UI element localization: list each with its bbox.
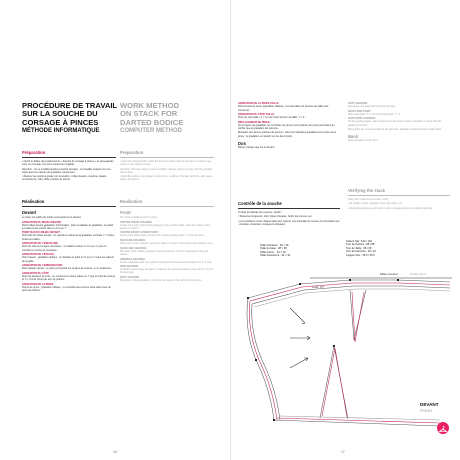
step-label: GRADATION DE LA PINCE TAILLE: [238, 102, 279, 106]
measurement-line: Stature Std : 164 / 164: [346, 240, 372, 243]
paragraph: • Les évolutions entre chaque taille pour repérer une anomalie de mesure ou d'évolution (ex : évolution, distorsion, longueurs d'épaule).: [238, 219, 340, 226]
right-col-en: [348, 101, 450, 144]
paragraph: Using the measurement chart, verify:: [348, 198, 389, 201]
chapter-badge: [437, 422, 449, 434]
measurement-line: Taille Intérieure : 36 = 36: [260, 244, 289, 247]
section-rule: [22, 157, 116, 158]
measurement-line: Taille de base : 38 = 38: [260, 247, 287, 251]
subtitle-en: COMPUTER METHOD: [120, 128, 182, 135]
step-label: GRADATION DE LA PINCE: [22, 282, 54, 286]
step-text: Dart sides: the waist dart intervals are kept.: [348, 105, 396, 109]
section-rule: [348, 195, 450, 196]
title-fr-line: PROCÉDURE DE TRAVAIL: [22, 101, 118, 110]
step-label: DART GRADING: [348, 102, 368, 106]
page-number-right: 17: [341, 450, 345, 454]
paragraph: • Repérer les points à grader sur la souche : milieu devant, encolure, épaule, emmanchure, côté, taille, pointes de pinces.: [22, 175, 107, 182]
step-label: DÉPLACEMENT DE PINCE: [238, 120, 270, 124]
section-rule: [238, 208, 340, 209]
step-label: GRADATION DE L'ÉPAULE: [22, 253, 54, 257]
paragraph: Le tracé est établi par points successifs sur le devant.: [22, 216, 82, 219]
step-text: Point épaule carrure : le point est reporté sur la ligne de carrure, en X seulement.: [22, 267, 112, 271]
step-label: WAIST SIDE POINT: [348, 109, 371, 113]
step-text: Point de côté sur la ligne d'encolure : on saisit la valeur en X et en Y, puis on contrôle la courbe de l'encolure.: [22, 245, 107, 252]
subsection-heading: Back: [348, 134, 359, 140]
section-heading: Realisation: [120, 199, 143, 204]
paragraph: Attention: the base stack is never modified; always work on a copy with the grading values kept.: [120, 167, 212, 174]
step-text: Underarm point: keep the same Y value as the across-shoulder point, and X = 1/4 of the bust gap.: [120, 268, 214, 275]
section-heading: Préparation: [22, 150, 46, 155]
subsection-heading: Devant: [22, 210, 36, 215]
label-devant: DEVANT: [420, 402, 439, 407]
step-text: Point de côté taille : X = 1/4 de l'écart de tour de taille, Y = 0.: [238, 116, 305, 120]
step-text: Side waist point: X = 1/4 of the waist gap, Y = 0.: [348, 112, 401, 116]
step-text: Pointe de pince : gradation oblique ; on contrôle que la pince reste dans l'axe du point de poitrine.: [22, 285, 111, 292]
hanger-icon: [437, 423, 449, 435]
step-label: GRADATION DU MILIEU DEVANT: [22, 220, 62, 224]
step-text: Shoulder point: oblique grading; move the point in X and Y according to the grid values.: [120, 249, 208, 256]
step-text: On the grading figure, dart controls and dart points make it possible to check that the grading is correct.: [348, 120, 442, 127]
title-en-line: ON STACK FOR: [120, 109, 178, 119]
right-col-fr: [238, 101, 340, 150]
measurement-line: Tour de Taille : 68 / 68: [346, 246, 372, 250]
title-en-line: WORK METHOD: [120, 101, 180, 110]
title-fr: [22, 102, 122, 136]
step-text: Point de dessous de bras : on conserve la même valeur en Y que le point de carrure, et X = 1/4 de l'écart de tour de poitrine.: [22, 274, 116, 282]
label-front: FRONT: [420, 409, 433, 413]
step-text: Élévation des pinces (pointes de pinces) : elles sont décalées parallèlement à l'axe de la pince ; la gradation se répartit sur les deux bords.: [238, 131, 336, 138]
real-en-section: [120, 199, 214, 283]
section-rule: [120, 157, 214, 158]
title-fr-line: CORSAGE À PINCES: [22, 117, 99, 127]
measurement-line: Taille Interm. : 40 = 40: [260, 250, 286, 254]
right-page: [230, 0, 460, 460]
paragraph: • Toutes les longueurs, côté, lignes d'épaule, bords des pinces, etc.: [238, 215, 313, 219]
step-label: SIDE GRADING: [120, 265, 139, 269]
paragraph: • Evolutions between each size to spot a measurement or evolution anomaly.: [348, 206, 434, 210]
title-en-line: DARTED BODICE: [120, 117, 184, 127]
paragraph: Same principle as the front.: [348, 139, 379, 143]
measurements-body: [346, 240, 426, 257]
prep-en-section: [120, 150, 214, 183]
graded-bodice-diagram: [230, 268, 460, 438]
subtitle-fr: MÉTHODE INFORMATIQUE: [22, 128, 100, 135]
step-text: Point épaule : gradation oblique ; on déplace le point en X et en Y selon les valeurs de la grille.: [22, 256, 114, 263]
section-rule: [120, 206, 214, 207]
step-label: SHOULDER GRADING: [120, 246, 147, 250]
step-label: GRADATION DU CÔTÉ TAILLE: [238, 113, 275, 117]
verifying-section: [348, 188, 450, 211]
step-label: CENTRE FRONT LOWER POINT: [120, 231, 158, 235]
paragraph: • Open the darted bodice stack file from the pattern library and save it under a new name so the original is kept.: [120, 160, 212, 167]
step-label: POINT BAS DU MILIEU DEVANT: [22, 231, 60, 235]
prep-fr-section: [22, 150, 116, 183]
step-text: Dart point: oblique grading; check the dart stays in line with the bust point.: [120, 279, 202, 283]
step-label: DART GRADING: [120, 276, 140, 280]
title-fr-line: SUR LA SOUCHE DU: [22, 109, 98, 119]
measurement-line: Tour de Hanches : 94 / 94: [346, 250, 376, 254]
label-centre-front: Centre front: [410, 272, 426, 276]
subsection-heading: Dos: [238, 140, 246, 146]
step-label: GRADATION DU CÔTÉ: [22, 271, 49, 275]
step-text: Side point on the neckline: enter the value in X and Y, then check the neckline curve.: [120, 242, 214, 246]
paragraph: • All lengths, sides, shoulder lines, dart sides, etc.: [348, 202, 403, 206]
step-label: CENTRE FRONT GRADING: [120, 220, 153, 224]
paragraph: Attention : on ne modifie jamais la souche de base ; on travaille toujours sur une copie avec les valeurs de gradation conservées.: [22, 167, 111, 174]
section-heading: Réalisation: [22, 199, 45, 204]
paragraph: Même principe que sur le devant.: [238, 145, 275, 149]
step-text: Point bas du milieu devant : on reporte la valeur de la gradation verticale Y = 0 pour toutes les tailles.: [22, 234, 115, 241]
measurement-line: Taille Supérieure : 42 = 42: [260, 254, 291, 258]
measurement-line: Largeur Dos : 35,5 / 35,5: [346, 253, 375, 257]
step-text: Sur la figure de gradation, les contrôles de pinces et les pointes de pince permettent de vérifier que la gradation est correcte.: [238, 123, 335, 131]
section-heading: Verifying the stack: [348, 188, 386, 193]
controle-section: [238, 201, 340, 227]
measurements-sizes: [260, 244, 340, 258]
step-label: NECKLINE GRADING: [120, 239, 146, 243]
step-text: Centre front lower point: transfer the vertical grading value Y = 0 for all sizes.: [120, 234, 205, 238]
real-fr-section: [22, 199, 116, 293]
page-number-left: 16: [113, 450, 117, 454]
step-text: Centre front point (horizontal grading): in the grading table, enter the values of the points in X and Y.: [120, 223, 211, 230]
paragraph: • Mark the points to be graded: centre front, neckline, shoulder, armhole, side seam, waist, dart points.: [120, 175, 213, 182]
paragraph: The front is drafted point by point.: [120, 216, 158, 219]
step-label: GRADATION DE L'ENCOLURE: [22, 242, 58, 246]
step-text: Points bords de pince (gradation oblique) : les intervalles de la pince de taille sont conservés.: [238, 105, 329, 112]
section-heading: Contrôle de la souche: [238, 201, 282, 206]
paragraph: À l'aide du tableau de mesures, vérifier :: [238, 211, 283, 214]
title-en: [120, 102, 220, 136]
label-milieu-devant: Milieu devant: [380, 272, 398, 276]
step-label: ARMHOLE GRADING: [120, 257, 146, 261]
step-label: DART DISPLACEMENT: [348, 117, 376, 121]
step-text: Dart points are moved parallel to the dart axis; grading is shared between both sides.: [348, 128, 442, 132]
label-grade-xy: Grad. X/Y: [312, 285, 325, 289]
step-label: GRADATION DE L'EMMANCHURE: [22, 264, 63, 268]
paragraph: • Ouvrir le fichier de la patronnerie « Souche du corsage à pinces » et sauvegarder sous un nouveau nom pour conserver l'original.: [22, 160, 114, 167]
section-rule: [22, 206, 116, 207]
section-heading: Preparation: [120, 150, 144, 155]
step-text: Point milieu devant (gradation horizontale) : dans le tableau de gradation, on saisit les valeurs des points cités en X et en Y.: [22, 223, 114, 230]
step-text: Across-shoulder point: the point is transferred to the across-shoulder line, in X only.: [120, 260, 212, 264]
subsection-heading: Front: [120, 210, 131, 215]
measurement-line: Tour de Poitrine : 88 / 88: [346, 243, 375, 247]
